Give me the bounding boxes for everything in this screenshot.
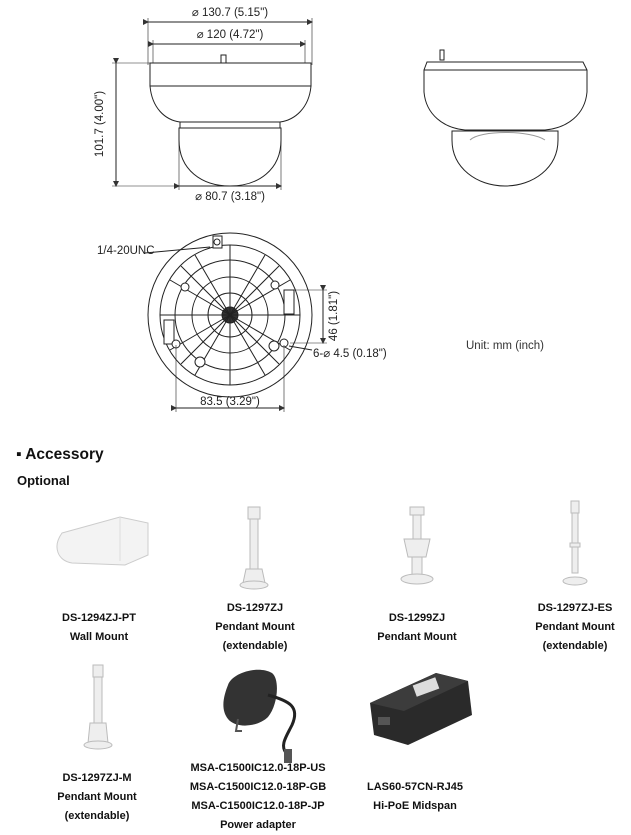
accessory-caption-7	[360, 778, 470, 816]
accessory-model: MSA-C1500IC12.0-18P-US	[190, 762, 326, 774]
wall-mount-icon	[57, 517, 148, 565]
pendant-mount-medium-icon	[84, 665, 112, 749]
section-subtitle: Optional	[17, 473, 70, 488]
accessory-note: (extendable)	[222, 640, 288, 652]
pendant-mount-long-icon	[563, 501, 587, 585]
side-view-drawing	[112, 18, 312, 190]
poe-midspan-icon	[370, 673, 472, 745]
accessory-model: DS-1297ZJ	[226, 602, 284, 614]
unit-label: Unit: mm (inch)	[466, 340, 544, 352]
accessory-caption-3	[372, 609, 462, 647]
accessory-model: DS-1297ZJ-M	[62, 772, 132, 784]
accessory-caption-6	[186, 759, 330, 835]
hole-spacing-vertical-label: 46 (1.81")	[328, 290, 340, 342]
power-adapter-icon	[223, 670, 294, 763]
outer-diameter-label: ⌀ 130.7 (5.15")	[191, 7, 269, 19]
pendant-mount-short-icon	[401, 507, 433, 584]
accessory-type: Pendant Mount	[215, 621, 295, 633]
bottom-view-drawing	[145, 233, 327, 412]
accessory-model: DS-1294ZJ-PT	[62, 612, 136, 624]
pendant-mount-extendable-icon	[240, 507, 268, 589]
accessory-caption-5	[52, 769, 142, 826]
accessory-caption-1	[54, 609, 144, 647]
holes-label: 6-⌀ 4.5 (0.18")	[313, 348, 387, 360]
accessory-type: Pendant Mount	[57, 791, 137, 803]
accessory-model: MSA-C1500IC12.0-18P-GB	[189, 781, 327, 793]
accessory-type: Pendant Mount	[377, 631, 457, 643]
accessory-type: Power adapter	[220, 819, 296, 831]
section-title-text: Accessory	[25, 446, 104, 463]
accessory-model: DS-1299ZJ	[388, 612, 446, 624]
accessory-model: LAS60-57CN-RJ45	[367, 781, 463, 793]
accessory-note: (extendable)	[542, 640, 608, 652]
section-title	[16, 446, 104, 464]
hole-spacing-horizontal-label: 83.5 (3.29")	[200, 396, 260, 408]
accessory-model: MSA-C1500IC12.0-18P-JP	[191, 800, 325, 812]
accessory-type: Wall Mount	[69, 631, 129, 643]
accessory-type: Pendant Mount	[535, 621, 615, 633]
perspective-view-drawing	[424, 50, 587, 186]
accessory-caption-4	[530, 599, 620, 656]
height-label: 101.7 (4.00")	[94, 90, 106, 158]
accessory-caption-2	[210, 599, 300, 656]
dome-diameter-label: ⌀ 80.7 (3.18")	[195, 191, 265, 203]
inner-diameter-label: ⌀ 120 (4.72")	[196, 29, 264, 41]
section-bullet: ▪	[16, 446, 22, 463]
accessory-type: Hi-PoE Midspan	[373, 800, 457, 812]
accessory-model: DS-1297ZJ-ES	[537, 602, 613, 614]
accessory-note: (extendable)	[64, 810, 130, 822]
thread-label: 1/4-20UNC	[97, 245, 155, 257]
